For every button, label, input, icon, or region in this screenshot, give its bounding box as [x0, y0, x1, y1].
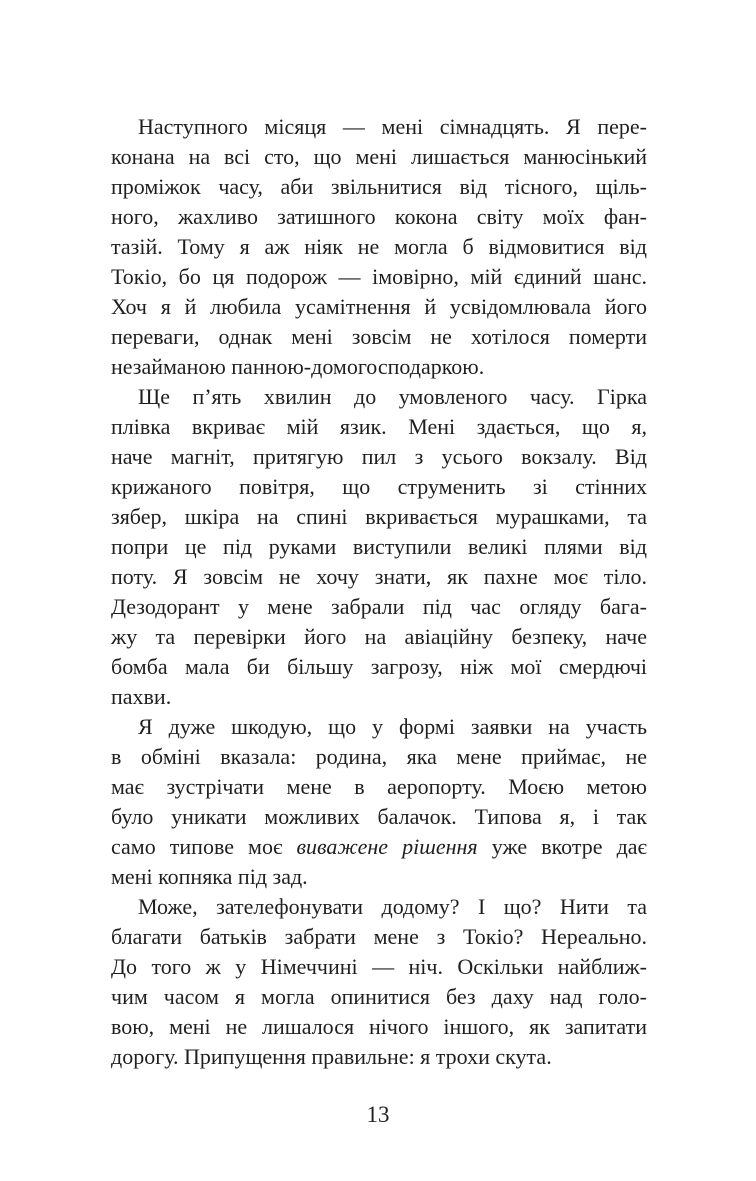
text-run: жу та перевірки його на авіаційну безпеку, наче: [111, 624, 647, 649]
text-run: поту. Я зовсім не хочу знати, як пахне моє тіло.: [111, 564, 647, 589]
italic-text-run: виважене рішення: [296, 834, 478, 859]
text-line: [111, 772, 647, 802]
text-line: [111, 172, 647, 202]
text-run: уже вкотре дає: [477, 834, 647, 859]
text-line: [111, 142, 647, 172]
text-run: мені копняка під зад.: [111, 864, 308, 889]
text-run: Дезодорант у мене забрали під час огляду бага-: [111, 594, 647, 619]
text-run: попри це під руками виступили великі плями від: [111, 534, 647, 559]
text-run: наче магніт, притягую пил з усього вокзалу. Від: [111, 444, 647, 469]
text-line: [111, 202, 647, 232]
text-run: Наступного місяця — мені сімнадцять. Я пере-: [138, 114, 647, 139]
paragraph: [111, 382, 647, 712]
text-line: [111, 112, 647, 142]
text-line: [111, 592, 647, 622]
text-line: [111, 922, 647, 952]
text-line: [111, 232, 647, 262]
text-run: Хоч я й любила усамітнення й усвідомлювала його: [111, 294, 647, 319]
text-line: [111, 1042, 647, 1072]
text-run: тазій. Тому я аж ніяк не могла б відмовитися від: [111, 234, 647, 259]
text-run: Токіо, бо ця подорож — імовірно, мій єдиний шанс.: [111, 264, 647, 289]
text-line: [111, 442, 647, 472]
text-line: [111, 622, 647, 652]
text-line: [111, 1012, 647, 1042]
text-run: чим часом я могла опинитися без даху над голо-: [111, 984, 647, 1009]
page-number: 13: [366, 1102, 390, 1127]
text-line: [111, 952, 647, 982]
paragraph: [111, 712, 647, 892]
text-line: [111, 412, 647, 442]
text-run: плівка вкриває мій язик. Мені здається, що я,: [111, 414, 647, 439]
text-run: має зустрічати мене в аеропорту. Моєю метою: [111, 774, 647, 799]
text-line: [111, 352, 647, 382]
text-run: само типове моє: [111, 834, 297, 859]
text-run: незайманою панною-домогосподаркою.: [111, 354, 485, 379]
text-run: крижаного повітря, що струменить зі стінних: [111, 474, 647, 499]
text-run: вою, мені не лишалося нічого іншого, як запитати: [111, 1014, 647, 1039]
text-run: ного, жахливо затишного кокона світу моїх фан-: [111, 204, 647, 229]
text-line: [111, 682, 647, 712]
text-run: пахви.: [111, 684, 172, 709]
text-line: [111, 892, 647, 922]
text-run: переваги, однак мені зовсім не хотілося померти: [111, 324, 647, 349]
text-run: конана на всі сто, що мені лишається манюсінький: [111, 144, 647, 169]
paragraph: [111, 892, 647, 1072]
text-line: [111, 652, 647, 682]
text-line: [111, 802, 647, 832]
text-run: благати батьків забрати мене з Токіо? Нереально.: [111, 924, 647, 949]
text-line: [111, 322, 647, 352]
text-line: [111, 832, 647, 862]
text-line: [111, 982, 647, 1012]
text-run: Ще п’ять хвилин до умовленого часу. Гірка: [138, 384, 647, 409]
text-run: зябер, шкіра на спині вкривається мурашками, та: [111, 504, 647, 529]
text-line: [111, 742, 647, 772]
text-run: проміжок часу, аби звільнитися від тісного, щіль-: [111, 174, 647, 199]
text-line: [111, 502, 647, 532]
text-run: дорогу. Припущення правильне: я трохи скута.: [111, 1044, 552, 1069]
text-run: Може, зателефонувати додому? І що? Нити та: [138, 894, 647, 919]
text-run: було уникати можливих балачок. Типова я, і так: [111, 804, 647, 829]
paragraph: [111, 112, 647, 382]
text-line: [111, 862, 647, 892]
page-text: [111, 112, 647, 1072]
text-line: [111, 262, 647, 292]
text-line: [111, 712, 647, 742]
text-line: [111, 292, 647, 322]
text-line: [111, 532, 647, 562]
text-line: [111, 472, 647, 502]
text-run: Я дуже шкодую, що у формі заявки на участь: [138, 714, 647, 739]
text-run: бомба мала би більшу загрозу, ніж мої смердючі: [111, 654, 647, 679]
text-line: [111, 382, 647, 412]
text-line: [111, 562, 647, 592]
text-run: До того ж у Німеччині — ніч. Оскільки найближ-: [111, 954, 647, 979]
text-run: в обміні вказала: родина, яка мене приймає, не: [111, 744, 647, 769]
